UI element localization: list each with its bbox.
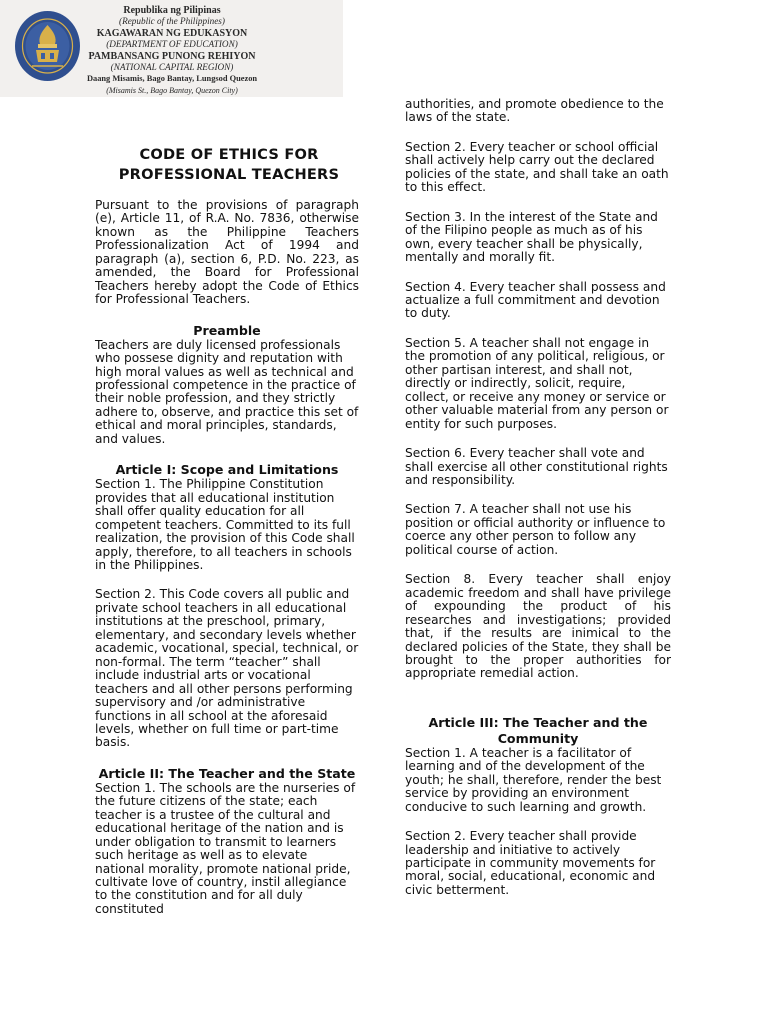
article-2-section-2: Section 2. Every teacher or school official shall actively help carry out the declared policies of the state, and shall take an oath to this effect.: [405, 139, 669, 195]
article-3-section-1: Section 1. A teacher is a facilitator of learning and of the development of the youth; he shall, therefore, render the best service by providing an environment conducive to such learning and growth.: [405, 745, 662, 814]
article-2-section-6: Section 6. Every teacher shall vote and shall exercise all other constitutional rights and responsibility.: [405, 446, 668, 487]
article-2-section-4: Section 4. Every teacher shall possess and actualize a full commitment and devotion to duty.: [405, 279, 666, 321]
right-column: [405, 98, 671, 913]
preamble-heading: Preamble: [193, 322, 261, 338]
article-1-heading: Article I: Scope and Limitations: [115, 462, 339, 478]
address-label: Daang Misamis, Bago Bantay, Lungsod Quezon: [86, 74, 258, 84]
article-3-heading: Article III: The Teacher and the Community: [428, 714, 648, 746]
article-2-section-5: Section 5. A teacher shall not engage in the promotion of any political, religious, or other partisan interest, and shall not, directly or indirectly, solicit, require, collect, or receive any money or service or other valuable material from any person or entity for such purposes.: [405, 335, 669, 431]
article-1-section-1: Section 1. The Philippine Constitution provides that all educational institution shall offer quality education for all competent teachers. Committed to its full realization, the provision of this Code shall apply, therefore, to all teachers in schools in the Philippines.: [95, 477, 355, 572]
deped-seal-logo: [14, 10, 81, 82]
address-label-english: (Misamis St., Bago Bantay, Quezon City): [106, 85, 238, 95]
department-label: KAGAWARAN NG EDUKASYON: [96, 27, 248, 39]
letterhead-text: [82, 5, 262, 96]
letterhead: [0, 0, 343, 97]
document-title: CODE OF ETHICS FOR PROFESSIONAL TEACHERS: [118, 146, 340, 183]
region-label: PAMBANSANG PUNONG REHIYON: [88, 50, 256, 62]
preamble-paragraph: Teachers are duly licensed professionals who possese dignity and reputation with high moral values as well as technical and professional competence in the practice of their noble profession, and they strictly adhere to, observe, and practice this set of ethical and moral principles, standards, and values.: [95, 337, 359, 446]
article-1-section-2: Section 2. This Code covers all public and private school teachers in all educational institutions at the preschool, primary, elementary, and secondary levels whether academic, vocational, special, technical, or non-formal. The term “teacher” shall include industrial arts or vocational teachers and all other persons performing supervisory and /or administrative functions in all school at the aforesaid levels, whether on full time or part-time basis.: [95, 587, 359, 750]
republic-label: Republika ng Pilipinas: [123, 5, 221, 16]
republic-label-english: (Republic of the Philippines): [119, 16, 225, 27]
article-2-section-8: Section 8. Every teacher shall enjoy academic freedom and shall have privilege of expounding the product of his researches and investigations; provided that, if the results are inimical to the declared policies of the State, they shall be brought to the proper authorities for appropriate remedial action.: [405, 572, 671, 681]
left-column: [95, 145, 359, 932]
intro-paragraph: Pursuant to the provisions of paragraph (e), Article 11, of R.A. No. 7836, otherwise known as the Philippine Teachers Professionalization Act of 1994 and paragraph (a), section 6, P.D. No. 223, as amended, the Board for Professional Teachers hereby adopt the Code of Ethics for Professional Teachers.: [95, 198, 359, 307]
region-label-english: (NATIONAL CAPITAL REGION): [110, 62, 234, 73]
article-3-section-2: Section 2. Every teacher shall provide leadership and initiative to actively participate in community movements for moral, social, educational, economic and civic betterment.: [405, 829, 656, 897]
article-2-section-1-continued: authorities, and promote obedience to the laws of the state.: [405, 97, 664, 125]
article-2-section-3: Section 3. In the interest of the State and of the Filipino people as much as of his own, every teacher shall be physically, mentally and morally fit.: [405, 209, 658, 265]
article-2-section-1: Section 1. The schools are the nurseries of the future citizens of the state; each teacher is a trustee of the cultural and educational heritage of the nation and is under obligation to transmit to learners such heritage as well as to elevate national morality, promote national pride, cultivate love of country, instil allegiance to the constitution and for all duly constituted: [95, 780, 356, 916]
department-label-english: (DEPARTMENT OF EDUCATION): [106, 39, 238, 50]
article-2-section-7: Section 7. A teacher shall not use his position or official authority or influence to coerce any other person to follow any political course of action.: [405, 502, 666, 557]
article-2-heading: Article II: The Teacher and the State: [98, 765, 356, 781]
